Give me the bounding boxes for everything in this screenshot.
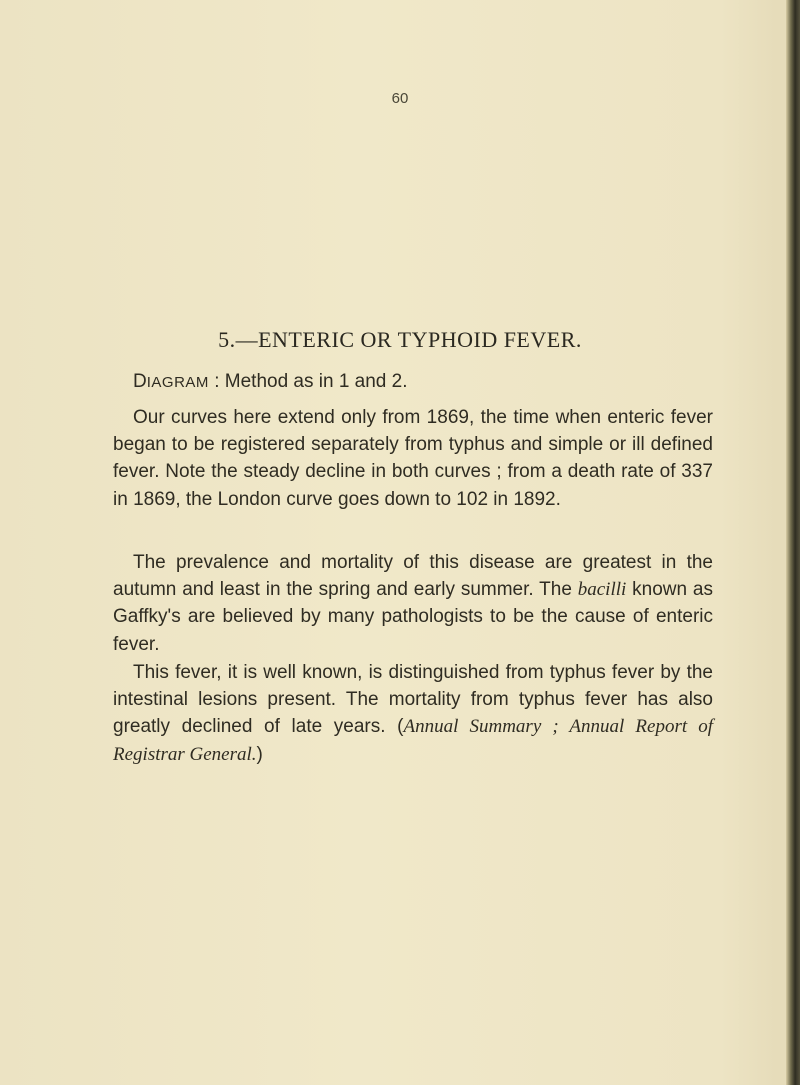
paragraph-text [113,549,713,658]
text-segment: This fever, it is well known, is distinguished from typhus fever by the intestinal lesions present. The mortality from typhus fever has also greatly declined of late years. ( [113,662,713,738]
italic-term: bacilli [577,579,627,601]
diagram-label-initial: D [133,371,147,392]
book-spine-edge [786,0,800,1085]
citation: Annual Summary ; Annual Report of Registrar General. [113,716,714,765]
text-segment: known as Gaffky's are believed by many pathologists to be the cause of enteric fever. [113,579,713,655]
diagram-text: Method as in 1 and 2. [224,371,408,392]
diagram-separator: : [208,371,225,392]
text-segment: The prevalence and mortality of this disease are greatest in the autumn and least in the spring and early summer. The [113,552,713,601]
paragraph-text: Our curves here extend only from 1869, the time when enteric fever began to be registered separately from typhus and simple or ill defined fever. Note the steady decline in both curves ; from a death rate of 337 in 1869, the London curve goes down to 102 in 1892. [113,407,713,510]
diagram-note [133,371,408,393]
paragraph-curves [113,404,713,513]
section-heading: 5.—ENTERIC OR TYPHOID FEVER. [218,327,582,352]
paragraph-lesions [113,659,713,768]
paragraph-text [113,659,713,768]
paragraph-prevalence [113,549,713,658]
text-segment: ) [256,743,263,765]
diagram-label-rest: IAGRAM [146,374,209,391]
page-number: 60 [391,90,409,107]
